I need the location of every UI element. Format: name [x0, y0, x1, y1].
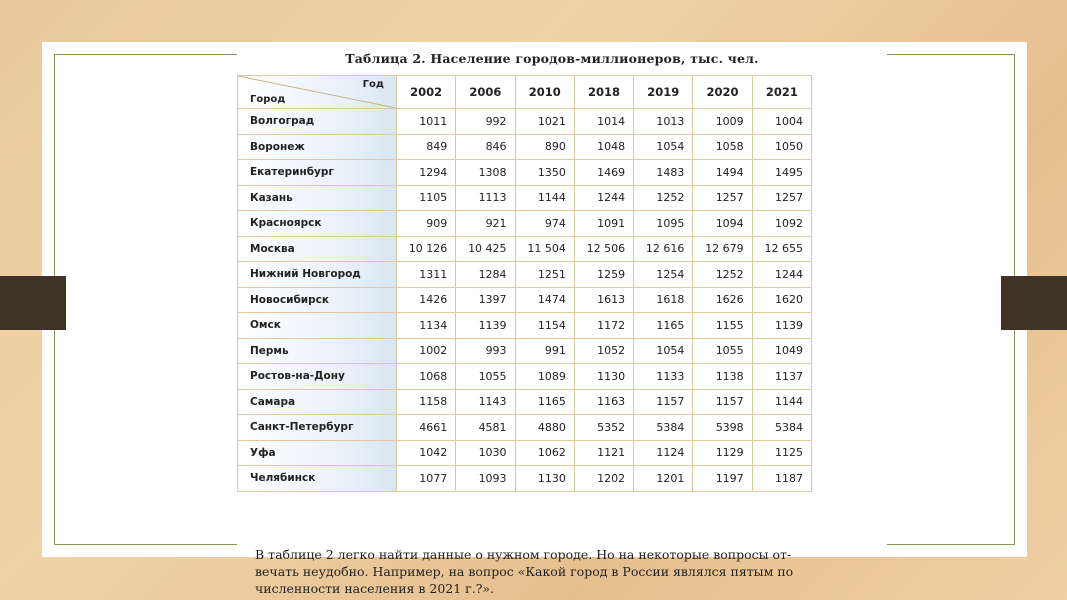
population-cell: 1011: [397, 109, 456, 135]
population-cell: 1284: [456, 262, 515, 288]
table-row: [238, 160, 812, 186]
city-cell: Пермь: [238, 338, 397, 364]
population-cell: 1197: [693, 466, 752, 492]
population-cell: 1004: [752, 109, 811, 135]
population-cell: 1021: [515, 109, 574, 135]
population-cell: 993: [456, 338, 515, 364]
population-cell: 1144: [752, 389, 811, 415]
population-cell: 1139: [456, 313, 515, 339]
paragraph-line: вечать неудобно. Например, на вопрос «Какой город в России являлся пятым по: [255, 564, 794, 579]
population-cell: 1251: [515, 262, 574, 288]
population-cell: 1259: [574, 262, 633, 288]
population-cell: 1397: [456, 287, 515, 313]
population-cell: 1308: [456, 160, 515, 186]
population-cell: 12 655: [752, 236, 811, 262]
year-header: 2018: [574, 76, 633, 109]
population-cell: 1137: [752, 364, 811, 390]
table-row: [238, 134, 812, 160]
population-cell: 1093: [456, 466, 515, 492]
population-cell: 1092: [752, 211, 811, 237]
population-cell: 1014: [574, 109, 633, 135]
body-paragraph: [255, 546, 815, 597]
population-cell: 1113: [456, 185, 515, 211]
population-cell: 1054: [634, 338, 693, 364]
population-cell: 1165: [634, 313, 693, 339]
population-cell: 1042: [397, 440, 456, 466]
table-body: [238, 109, 812, 492]
population-cell: 1618: [634, 287, 693, 313]
population-cell: 1030: [456, 440, 515, 466]
table-row: [238, 389, 812, 415]
population-cell: 1091: [574, 211, 633, 237]
population-cell: 1257: [752, 185, 811, 211]
corner-header-cell: [238, 76, 397, 109]
year-header: 2020: [693, 76, 752, 109]
population-cell: 1157: [693, 389, 752, 415]
population-cell: 909: [397, 211, 456, 237]
population-cell: 1139: [752, 313, 811, 339]
population-cell: 1254: [634, 262, 693, 288]
population-cell: 991: [515, 338, 574, 364]
population-cell: 4880: [515, 415, 574, 441]
year-header: 2006: [456, 76, 515, 109]
city-cell: Самара: [238, 389, 397, 415]
table-row: [238, 185, 812, 211]
year-header: 2019: [634, 76, 693, 109]
population-cell: 1143: [456, 389, 515, 415]
population-cell: 12 679: [693, 236, 752, 262]
population-cell: 1474: [515, 287, 574, 313]
population-cell: 4661: [397, 415, 456, 441]
population-cell: 1125: [752, 440, 811, 466]
population-cell: 1158: [397, 389, 456, 415]
population-cell: 1002: [397, 338, 456, 364]
population-cell: 1201: [634, 466, 693, 492]
corner-year-label: Год: [362, 79, 384, 90]
population-cell: 1095: [634, 211, 693, 237]
table-row: [238, 313, 812, 339]
population-cell: 1055: [693, 338, 752, 364]
table-row: [238, 262, 812, 288]
table-header-row: [238, 76, 812, 109]
population-cell: 1252: [693, 262, 752, 288]
population-cell: 1495: [752, 160, 811, 186]
population-cell: 1094: [693, 211, 752, 237]
table-row: [238, 440, 812, 466]
population-cell: 1138: [693, 364, 752, 390]
population-cell: 1133: [634, 364, 693, 390]
table-row: [238, 338, 812, 364]
city-cell: Екатеринбург: [238, 160, 397, 186]
population-cell: 1130: [574, 364, 633, 390]
city-cell: Омск: [238, 313, 397, 339]
population-cell: 1157: [634, 389, 693, 415]
population-cell: 974: [515, 211, 574, 237]
population-cell: 1009: [693, 109, 752, 135]
slide: [42, 42, 1027, 596]
population-cell: 992: [456, 109, 515, 135]
population-cell: 1172: [574, 313, 633, 339]
population-cell: 4581: [456, 415, 515, 441]
population-cell: 1121: [574, 440, 633, 466]
population-cell: 1049: [752, 338, 811, 364]
city-cell: Казань: [238, 185, 397, 211]
population-cell: 1062: [515, 440, 574, 466]
city-cell: Волгоград: [238, 109, 397, 135]
year-header: 2002: [397, 76, 456, 109]
left-side-tab: [0, 276, 66, 330]
table-caption: Таблица 2. Население городов-миллионеров, тыс. чел.: [345, 51, 759, 66]
population-cell: 849: [397, 134, 456, 160]
population-cell: 1187: [752, 466, 811, 492]
population-cell: 1077: [397, 466, 456, 492]
population-table: [237, 75, 812, 492]
population-cell: 5352: [574, 415, 633, 441]
city-cell: Новосибирск: [238, 287, 397, 313]
population-cell: 1055: [456, 364, 515, 390]
population-cell: 1089: [515, 364, 574, 390]
table-row: [238, 364, 812, 390]
population-cell: 1050: [752, 134, 811, 160]
population-cell: 1350: [515, 160, 574, 186]
population-cell: 5398: [693, 415, 752, 441]
table-row: [238, 466, 812, 492]
population-cell: 1068: [397, 364, 456, 390]
city-cell: Санкт-Петербург: [238, 415, 397, 441]
table-row: [238, 415, 812, 441]
city-cell: Нижний Новгород: [238, 262, 397, 288]
population-cell: 12 506: [574, 236, 633, 262]
population-cell: 1165: [515, 389, 574, 415]
population-cell: 1048: [574, 134, 633, 160]
population-cell: 1105: [397, 185, 456, 211]
population-cell: 1483: [634, 160, 693, 186]
population-cell: 1058: [693, 134, 752, 160]
population-cell: 1052: [574, 338, 633, 364]
right-side-tab: [1001, 276, 1067, 330]
population-cell: 1626: [693, 287, 752, 313]
table-row: [238, 211, 812, 237]
table-row: [238, 287, 812, 313]
population-cell: 11 504: [515, 236, 574, 262]
city-cell: Красноярск: [238, 211, 397, 237]
population-cell: 10 425: [456, 236, 515, 262]
year-header: 2010: [515, 76, 574, 109]
city-cell: Уфа: [238, 440, 397, 466]
population-cell: 5384: [752, 415, 811, 441]
paragraph-line: В таблице 2 легко найти данные о нужном городе. Но на некоторые вопросы от-: [255, 547, 792, 562]
population-cell: 1426: [397, 287, 456, 313]
city-cell: Челябинск: [238, 466, 397, 492]
population-cell: 1144: [515, 185, 574, 211]
population-cell: 1202: [574, 466, 633, 492]
population-cell: 1154: [515, 313, 574, 339]
population-cell: 1244: [752, 262, 811, 288]
table-row: [238, 236, 812, 262]
table-row: [238, 109, 812, 135]
population-cell: 1130: [515, 466, 574, 492]
population-cell: 1252: [634, 185, 693, 211]
population-cell: 921: [456, 211, 515, 237]
population-cell: 10 126: [397, 236, 456, 262]
city-cell: Москва: [238, 236, 397, 262]
textbook-page: [237, 42, 887, 596]
city-cell: Воронеж: [238, 134, 397, 160]
population-cell: 1257: [693, 185, 752, 211]
population-cell: 5384: [634, 415, 693, 441]
population-cell: 1124: [634, 440, 693, 466]
population-cell: 12 616: [634, 236, 693, 262]
population-cell: 890: [515, 134, 574, 160]
population-cell: 1244: [574, 185, 633, 211]
corner-city-label: Город: [250, 94, 286, 105]
city-cell: Ростов-на-Дону: [238, 364, 397, 390]
population-cell: 1613: [574, 287, 633, 313]
population-cell: 846: [456, 134, 515, 160]
population-cell: 1163: [574, 389, 633, 415]
population-cell: 1294: [397, 160, 456, 186]
population-cell: 1054: [634, 134, 693, 160]
population-cell: 1469: [574, 160, 633, 186]
population-cell: 1013: [634, 109, 693, 135]
population-cell: 1155: [693, 313, 752, 339]
population-cell: 1494: [693, 160, 752, 186]
population-cell: 1311: [397, 262, 456, 288]
population-cell: 1620: [752, 287, 811, 313]
year-header: 2021: [752, 76, 811, 109]
paragraph-line: численности населения в 2021 г.?».: [255, 581, 495, 596]
population-cell: 1129: [693, 440, 752, 466]
population-cell: 1134: [397, 313, 456, 339]
